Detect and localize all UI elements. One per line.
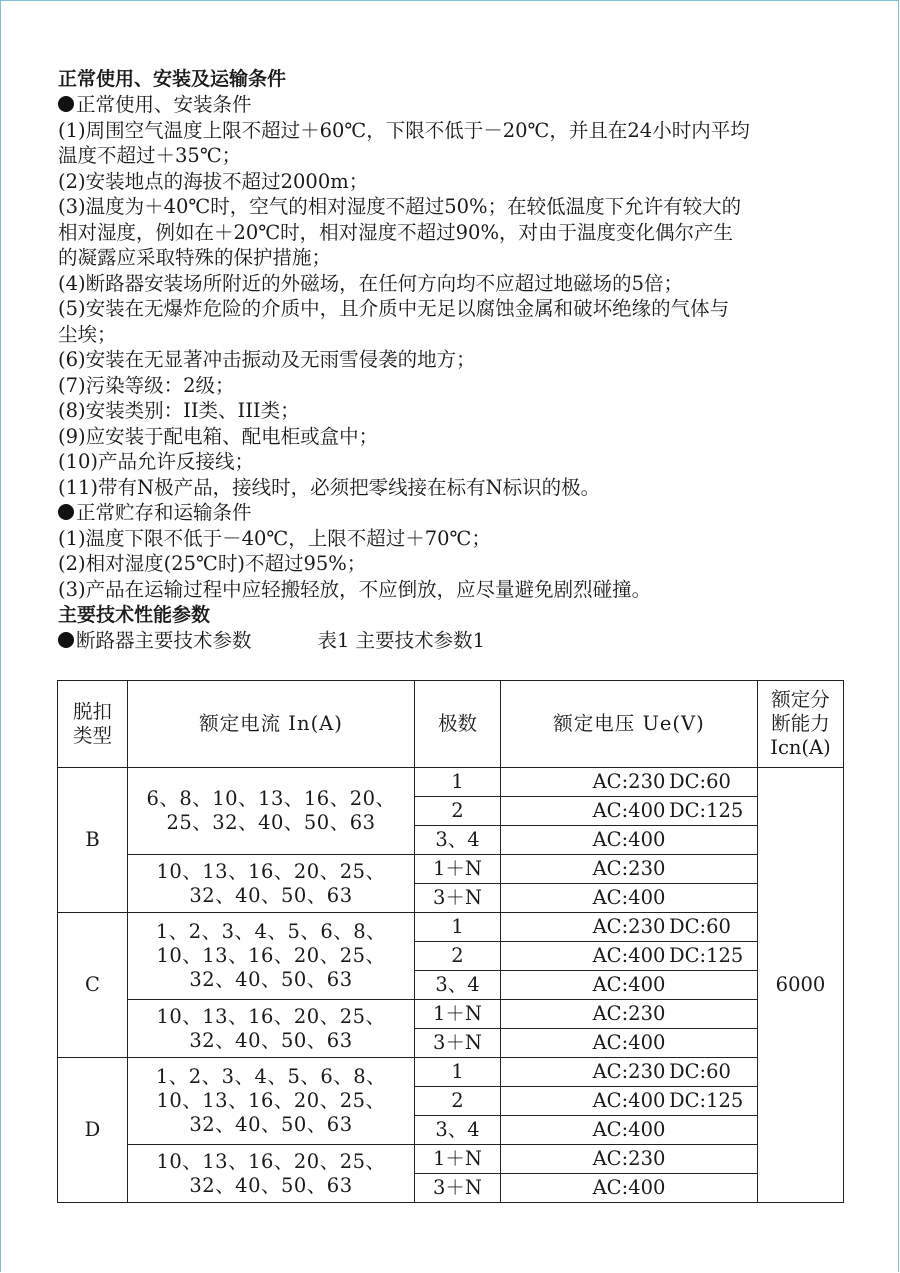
voltage-cell (501, 942, 758, 971)
bullet-icon (58, 504, 74, 520)
table-row (58, 855, 844, 884)
ac-voltage: AC:400 (592, 828, 666, 851)
trip-type-cell: D (58, 1058, 128, 1203)
rated-current-cell (128, 1145, 415, 1203)
dc-voltage: DC:60 (669, 1060, 731, 1083)
ac-voltage: AC:230 (592, 1002, 666, 1025)
condition-line: (5)安装在无爆炸危险的介质中，且介质中无足以腐蚀金属和破坏绝缘的气体与 (58, 297, 730, 320)
subheading-specs: 断路器主要技术参数 (58, 628, 252, 654)
condition-line: (11)带有N极产品，接线时，必须把零线接在标有N标识的极。 (58, 475, 601, 499)
poles-cell: 2 (415, 1087, 501, 1116)
header-rated-voltage: 额定电压 Ue(V) (501, 681, 758, 768)
current-values-line: 10、13、16、20、25、 (156, 1089, 386, 1112)
section-heading-specs: 主要技术性能参数 (58, 604, 211, 626)
rated-current-cell (128, 1000, 415, 1058)
dc-voltage: DC:60 (669, 770, 731, 793)
voltage-cell (501, 913, 758, 942)
condition-line: (8)安装类别：II类、III类； (58, 399, 300, 422)
rated-current-cell (128, 1058, 415, 1145)
current-values-line: 32、40、50、63 (189, 883, 353, 907)
dc-voltage: DC:125 (669, 944, 744, 967)
voltage-cell (501, 768, 758, 797)
table-row (58, 913, 844, 942)
ac-voltage: AC:400 (592, 1089, 666, 1112)
poles-cell: 1＋N (415, 1000, 501, 1029)
header-poles: 极数 (415, 681, 501, 768)
voltage-cell (501, 797, 758, 826)
voltage-cell (501, 826, 758, 855)
poles-cell: 1 (415, 913, 501, 942)
current-values-line: 10、13、16、20、25、 (156, 1004, 386, 1028)
current-values-line: 6、8、10、13、16、20、 (146, 787, 396, 810)
dc-voltage: DC:60 (669, 915, 731, 938)
table-caption: 表1 主要技术参数1 (317, 629, 486, 652)
condition-line: 相对湿度，例如在＋20℃时，相对湿度不超过90%，对由于温度变化偶尔产生 (58, 220, 733, 244)
dc-voltage: DC:125 (669, 1089, 744, 1112)
subheading-storage: 正常贮存和运输条件 (58, 500, 858, 526)
storage-line: (2)相对湿度(25℃时)不超过95%； (58, 552, 367, 575)
ac-voltage: AC:400 (592, 1118, 666, 1141)
bullet-icon (58, 632, 74, 648)
poles-cell: 3、4 (415, 971, 501, 1000)
poles-cell: 3、4 (415, 826, 501, 855)
poles-cell: 1 (415, 768, 501, 797)
voltage-cell (501, 1174, 758, 1203)
ac-voltage: AC:400 (592, 799, 666, 822)
voltage-cell (501, 1087, 758, 1116)
current-values-line: 32、40、50、63 (189, 1028, 353, 1052)
rated-current-cell (128, 855, 415, 913)
voltage-cell (501, 884, 758, 913)
condition-line: 温度不超过＋35℃； (58, 144, 242, 167)
storage-line: (3)产品在运输过程中应轻搬轻放，不应倒放，应尽量避免剧烈碰撞。 (58, 577, 652, 601)
condition-line: 尘埃； (58, 322, 117, 346)
ac-voltage: AC:400 (592, 1176, 666, 1199)
condition-line: (6)安装在无显著冲击振动及无雨雪侵袭的地方； (58, 348, 476, 371)
poles-cell: 2 (415, 942, 501, 971)
voltage-cell (501, 1058, 758, 1087)
trip-type-cell: B (58, 768, 128, 913)
condition-line: (9)应安装于配电箱、配电柜或盒中； (58, 424, 379, 448)
current-values-line: 10、13、16、20、25、 (156, 944, 386, 967)
condition-line: (1)周围空气温度上限不超过＋60℃，下限不低于－20℃，并且在24小时内平均 (58, 118, 750, 142)
poles-cell: 1＋N (415, 1145, 501, 1174)
ac-voltage: AC:230 (592, 1060, 666, 1083)
ac-voltage: AC:230 (592, 915, 666, 938)
ac-voltage: AC:400 (592, 973, 666, 996)
voltage-cell (501, 855, 758, 884)
poles-cell: 3＋N (415, 1029, 501, 1058)
current-values-line: 1、2、3、4、5、6、8、 (155, 920, 387, 943)
condition-line: (2)安装地点的海拔不超过2000m； (58, 169, 369, 193)
voltage-cell (501, 1029, 758, 1058)
current-values-line: 10、13、16、20、25、 (156, 1149, 386, 1173)
poles-cell: 3、4 (415, 1116, 501, 1145)
ac-voltage: AC:400 (592, 944, 666, 967)
ac-voltage: AC:230 (592, 1147, 666, 1170)
condition-line: (3)温度为＋40℃时，空气的相对湿度不超过50%；在较低温度下允许有较大的 (58, 195, 742, 218)
table-row (58, 1145, 844, 1174)
condition-line: 的凝露应采取特殊的保护措施； (58, 246, 332, 269)
table-row (58, 768, 844, 797)
header-rated-current: 额定电流 In(A) (128, 681, 415, 768)
subheading-usage: 正常使用、安装条件 (58, 92, 858, 118)
spec-table (57, 680, 844, 1203)
ac-voltage: AC:400 (592, 1031, 666, 1054)
poles-cell: 2 (415, 797, 501, 826)
table-row (58, 1000, 844, 1029)
condition-line: (10)产品允许反接线； (58, 450, 255, 473)
condition-line: (4)断路器安装场所附近的外磁场，在任何方向均不应超过地磁场的5倍； (58, 271, 684, 295)
section-heading-conditions: 正常使用、安装及运输条件 (58, 68, 287, 90)
current-values-line: 32、40、50、63 (189, 968, 353, 991)
voltage-cell (501, 1145, 758, 1174)
poles-cell: 1 (415, 1058, 501, 1087)
current-values-line: 1、2、3、4、5、6、8、 (155, 1065, 387, 1088)
bullet-icon (58, 96, 74, 112)
rated-current-cell (128, 913, 415, 1000)
current-values-line: 32、40、50、63 (189, 1113, 353, 1136)
header-trip-type: 脱扣 类型 (58, 681, 128, 768)
condition-line: (7)污染等级：2级； (58, 373, 235, 397)
ac-voltage: AC:400 (592, 886, 666, 909)
dc-voltage: DC:125 (669, 799, 744, 822)
voltage-cell (501, 971, 758, 1000)
current-values-line: 10、13、16、20、25、 (156, 859, 386, 883)
poles-cell: 3＋N (415, 884, 501, 913)
poles-cell: 3＋N (415, 1174, 501, 1203)
header-breaking-capacity: 额定分 断能力 Icn(A) (758, 681, 844, 768)
current-values-line: 32、40、50、63 (189, 1173, 353, 1197)
rated-current-cell (128, 768, 415, 855)
document-body (58, 66, 858, 654)
table-row (58, 1058, 844, 1087)
usage-conditions-list (58, 118, 858, 501)
storage-conditions-list (58, 526, 858, 603)
ac-voltage: AC:230 (592, 770, 666, 793)
table-caption-row (58, 628, 858, 654)
ac-voltage: AC:230 (592, 857, 666, 880)
breaking-capacity-cell: 6000 (758, 768, 844, 1203)
voltage-cell (501, 1116, 758, 1145)
trip-type-cell: C (58, 913, 128, 1058)
storage-line: (1)温度下限不低于－40℃，上限不超过＋70℃； (58, 526, 491, 550)
poles-cell: 1＋N (415, 855, 501, 884)
current-values-line: 25、32、40、50、63 (166, 811, 376, 834)
voltage-cell (501, 1000, 758, 1029)
